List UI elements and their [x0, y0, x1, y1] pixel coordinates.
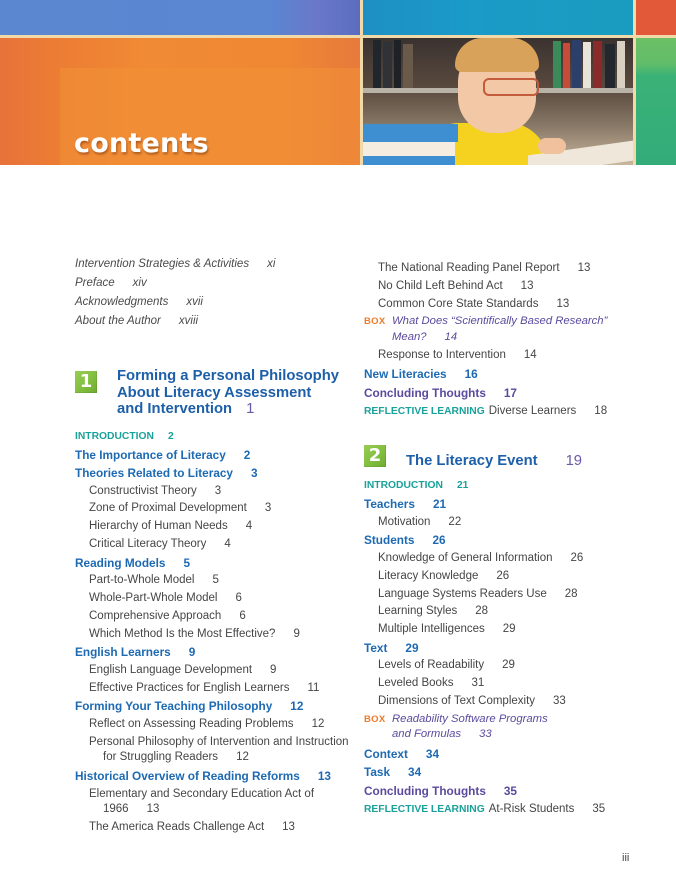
book-stack: [363, 124, 458, 142]
subsection-label: Part-to-Whole Model: [89, 574, 195, 587]
page-ref: 4: [245, 520, 253, 533]
subsection-label: Critical Literacy Theory: [89, 537, 207, 550]
page-title: contents: [74, 128, 209, 159]
section-label: Reading Models: [75, 555, 166, 570]
toc-section[interactable]: [75, 464, 360, 483]
child-hair: [455, 38, 539, 72]
page-ref: 9: [270, 663, 277, 676]
page-ref: 26: [432, 533, 446, 548]
toc-subsection[interactable]: [364, 550, 614, 568]
toc-section[interactable]: [75, 643, 360, 662]
toc-box-feature[interactable]: [364, 313, 614, 347]
page-ref: 34: [408, 765, 422, 780]
toc-section[interactable]: [364, 495, 614, 514]
toc-subsection[interactable]: [75, 572, 360, 590]
page-ref: 13: [520, 279, 534, 292]
page-ref: 35: [503, 783, 517, 798]
shelf-book: [563, 43, 570, 88]
front-matter-label: Acknowledgments: [75, 296, 169, 308]
page-ref: 9: [188, 645, 196, 660]
box-tag: BOX: [364, 713, 386, 725]
subsection-label: Motivation: [378, 515, 431, 528]
page-ref: 21: [456, 480, 469, 492]
page-ref: 12: [290, 699, 304, 714]
page-ref: 31: [471, 677, 485, 690]
toc-subsection[interactable]: [75, 680, 360, 698]
chapter-1-heading[interactable]: [75, 368, 360, 418]
page-ref: 2: [243, 447, 251, 462]
toc-subsection[interactable]: [75, 518, 360, 536]
toc-section[interactable]: [364, 763, 614, 782]
toc-section[interactable]: [364, 639, 614, 658]
chapter-2-heading[interactable]: [364, 445, 614, 471]
page-ref: 26: [570, 551, 584, 564]
page-ref: xiv: [132, 277, 147, 289]
book-stack: [363, 142, 455, 156]
banner-teal-block: [363, 0, 633, 35]
toc-subsection[interactable]: [75, 716, 360, 734]
intro-label: INTRODUCTION: [364, 480, 443, 492]
front-matter-label: About the Author: [75, 315, 161, 327]
subsection-label: No Child Left Behind Act: [378, 279, 503, 292]
toc-subsection[interactable]: [364, 514, 614, 532]
page-ref: 13: [317, 769, 331, 784]
subsection-label: Comprehensive Approach: [89, 609, 222, 622]
section-label: New Literacies: [364, 367, 447, 382]
subsection-label: Literacy Knowledge: [378, 569, 479, 582]
shelf-book: [593, 41, 602, 88]
chapter-title-line: The Literacy Event: [406, 453, 538, 470]
front-matter-item[interactable]: [75, 293, 360, 312]
toc-subsection[interactable]: [75, 786, 360, 820]
front-matter-label: Intervention Strategies & Activities: [75, 258, 250, 270]
toc-subsection[interactable]: [364, 657, 614, 675]
page-ref: 35: [592, 803, 606, 816]
toc-subsection[interactable]: [364, 603, 614, 621]
toc-introduction[interactable]: [75, 428, 360, 446]
section-label: Text: [364, 640, 388, 655]
section-label: Task: [364, 765, 391, 780]
subsection-label: Zone of Proximal Development: [89, 502, 247, 515]
front-matter-item[interactable]: [75, 312, 360, 331]
page-ref: 4: [224, 537, 231, 550]
toc-subsection[interactable]: [364, 278, 614, 296]
chapter-number-badge: 2: [364, 445, 386, 467]
subsection-label: Learning Styles: [378, 605, 458, 618]
section-label: Concluding Thoughts: [364, 783, 486, 798]
subsection-label: Constructivist Theory: [89, 484, 197, 497]
page-ref: 18: [594, 405, 608, 418]
page-ref: 13: [282, 821, 295, 834]
toc-subsection[interactable]: [364, 693, 614, 711]
page-ref: 3: [214, 484, 222, 497]
toc-reflective-learning[interactable]: [364, 800, 614, 819]
page-ref: xvii: [186, 296, 203, 308]
section-label: Historical Overview of Reading Reforms: [75, 769, 300, 784]
chapter-title-line: Forming a Personal Philosophy: [117, 368, 339, 384]
toc-subsection[interactable]: [75, 734, 360, 768]
front-matter-label: Preface: [75, 277, 115, 289]
toc-subsection[interactable]: [364, 260, 614, 278]
subsection-label: Reflect on Assessing Reading Problems: [89, 717, 294, 730]
toc-section[interactable]: [364, 745, 614, 764]
page-ref: 3: [264, 502, 272, 515]
banner-red-block: [636, 0, 676, 35]
chapter-title-line: About Literacy Assessment: [117, 384, 312, 401]
chapter-title: [406, 451, 614, 471]
page-ref: 33: [479, 728, 492, 741]
section-label: Teachers: [364, 497, 415, 512]
toc-section[interactable]: [75, 697, 360, 716]
toc-subsection[interactable]: [364, 621, 614, 639]
page-ref: 3: [251, 466, 258, 480]
page-ref: 13: [577, 262, 591, 274]
page-ref: 14: [523, 349, 537, 362]
subsection-label: Response to Intervention: [378, 349, 506, 362]
page-ref: 13: [556, 297, 570, 310]
page-ref: 12: [311, 717, 325, 730]
subsection-label: Knowledge of General Information: [378, 551, 553, 564]
page-ref: 11: [307, 681, 320, 694]
shelf-book: [394, 40, 401, 88]
subsection-label: Hierarchy of Human Needs: [89, 520, 228, 533]
subsection-label: Which Method Is the Most Effective?: [89, 627, 276, 640]
page-ref: 14: [444, 330, 458, 343]
toc-subsection[interactable]: [364, 568, 614, 586]
toc-section[interactable]: [75, 554, 360, 573]
box-tag: BOX: [364, 316, 386, 328]
box-label: Readability Software Programs: [392, 712, 548, 725]
section-label: Students: [364, 533, 415, 548]
page-ref: 5: [183, 555, 191, 570]
shelf-book: [583, 42, 591, 88]
subsection-label: Multiple Intelligences: [378, 623, 485, 636]
reflective-label: Diverse Learners: [488, 405, 577, 418]
toc-introduction[interactable]: [364, 477, 614, 495]
child-glasses: [483, 78, 539, 96]
toc-subsection[interactable]: [75, 590, 360, 608]
section-label: English Learners: [75, 645, 171, 660]
page-ref: 19: [565, 453, 583, 470]
shelf-book: [403, 44, 413, 88]
toc-reflective-learning[interactable]: [364, 402, 614, 421]
page-ref: 22: [448, 515, 462, 528]
toc-subsection[interactable]: [75, 483, 360, 501]
subsection-label: The America Reads Challenge Act: [89, 821, 265, 834]
child-hand: [538, 138, 566, 154]
section-label: Forming Your Teaching Philosophy: [75, 699, 273, 714]
intro-label: INTRODUCTION: [75, 430, 154, 442]
page-ref: 29: [502, 659, 515, 672]
shelf-book: [553, 41, 561, 88]
subsection-label: Elementary and Secondary Education Act of: [89, 788, 315, 801]
page-ref: 34: [425, 746, 440, 761]
toc-section-concluding[interactable]: [364, 782, 614, 801]
page-ref: 1: [246, 401, 255, 417]
page-ref: 29: [502, 623, 516, 636]
toc-right-column: [364, 260, 614, 819]
section-label: Theories Related to Literacy: [75, 466, 233, 480]
page-ref: 29: [405, 640, 419, 655]
page-ref: 9: [293, 627, 300, 640]
page-ref: 33: [553, 695, 566, 708]
box-label-continued: Mean?: [392, 330, 427, 343]
toc-section[interactable]: [75, 446, 360, 465]
subsection-label: Language Systems Readers Use: [378, 587, 547, 600]
box-label: What Does “Scientifically Based Research”: [392, 315, 608, 328]
toc-subsection[interactable]: [364, 347, 614, 365]
chapter-title-line: and Intervention: [117, 401, 233, 417]
toc-left-column: [75, 255, 360, 837]
toc-subsection[interactable]: [75, 536, 360, 554]
toc-box-feature[interactable]: [364, 711, 614, 745]
reflective-tag: REFLECTIVE LEARNING: [364, 406, 485, 418]
page-ref: 21: [432, 497, 447, 512]
banner-photo-child-reading: [363, 38, 633, 165]
page-ref: xi: [267, 258, 276, 270]
toc-subsection[interactable]: [75, 500, 360, 518]
page-ref: 16: [464, 367, 478, 382]
subsection-label: Common Core State Standards: [378, 297, 539, 310]
box-label-continued: and Formulas: [392, 728, 462, 741]
toc-section[interactable]: [364, 531, 614, 550]
reflective-label: At-Risk Students: [488, 803, 575, 816]
page-ref: 17: [503, 385, 517, 400]
shelf-book: [617, 41, 625, 88]
front-matter-item[interactable]: [75, 255, 360, 274]
toc-subsection[interactable]: [364, 296, 614, 314]
subsection-label-continued: for Struggling Readers: [103, 751, 219, 764]
section-label: Context: [364, 746, 408, 761]
page-ref: 5: [212, 574, 219, 587]
front-matter-item[interactable]: [75, 274, 360, 293]
toc-subsection[interactable]: [75, 608, 360, 626]
header-banner: [0, 0, 676, 165]
page-ref: 28: [475, 605, 489, 618]
toc-subsection[interactable]: [364, 675, 614, 693]
subsection-label: Effective Practices for English Learners: [89, 681, 290, 694]
toc-subsection[interactable]: [75, 662, 360, 680]
toc-subsection[interactable]: [364, 586, 614, 604]
page-ref: 6: [239, 609, 246, 622]
shelf-book: [383, 42, 392, 88]
shelf-book: [605, 44, 615, 88]
subsection-label: Leveled Books: [378, 677, 454, 690]
subsection-label: Personal Philosophy of Intervention and Instruction: [89, 736, 349, 749]
page-ref: 13: [146, 803, 160, 816]
subsection-label: English Language Development: [89, 663, 253, 676]
subsection-label: Whole-Part-Whole Model: [89, 591, 218, 604]
book-stack: [363, 156, 455, 165]
toc-section-concluding[interactable]: [364, 384, 614, 403]
toc-subsection[interactable]: [75, 626, 360, 644]
subsection-label: The National Reading Panel Report: [378, 262, 560, 274]
toc-subsection[interactable]: [75, 819, 360, 837]
toc-section[interactable]: [75, 767, 360, 786]
page-number: iii: [622, 852, 630, 864]
subsection-label: Levels of Readability: [378, 659, 485, 672]
page-ref: xviii: [178, 315, 199, 327]
page-ref: 26: [496, 569, 510, 582]
banner-blue-block: [0, 0, 360, 35]
page-ref: 12: [236, 751, 249, 764]
toc-section[interactable]: [364, 365, 614, 384]
page-ref: 28: [564, 587, 578, 600]
subsection-label-continued: 1966: [103, 803, 129, 816]
page-ref: 2: [167, 430, 174, 442]
shelf-book: [373, 40, 381, 88]
section-label: The Importance of Literacy: [75, 447, 226, 462]
chapter-title: [117, 368, 360, 418]
subsection-label: Dimensions of Text Complexity: [378, 695, 536, 708]
banner-green-block: [636, 38, 676, 165]
chapter-number-badge: 1: [75, 371, 97, 393]
page-ref: 6: [235, 591, 242, 604]
section-label: Concluding Thoughts: [364, 385, 486, 400]
shelf-book: [572, 40, 581, 88]
reflective-tag: REFLECTIVE LEARNING: [364, 804, 485, 816]
